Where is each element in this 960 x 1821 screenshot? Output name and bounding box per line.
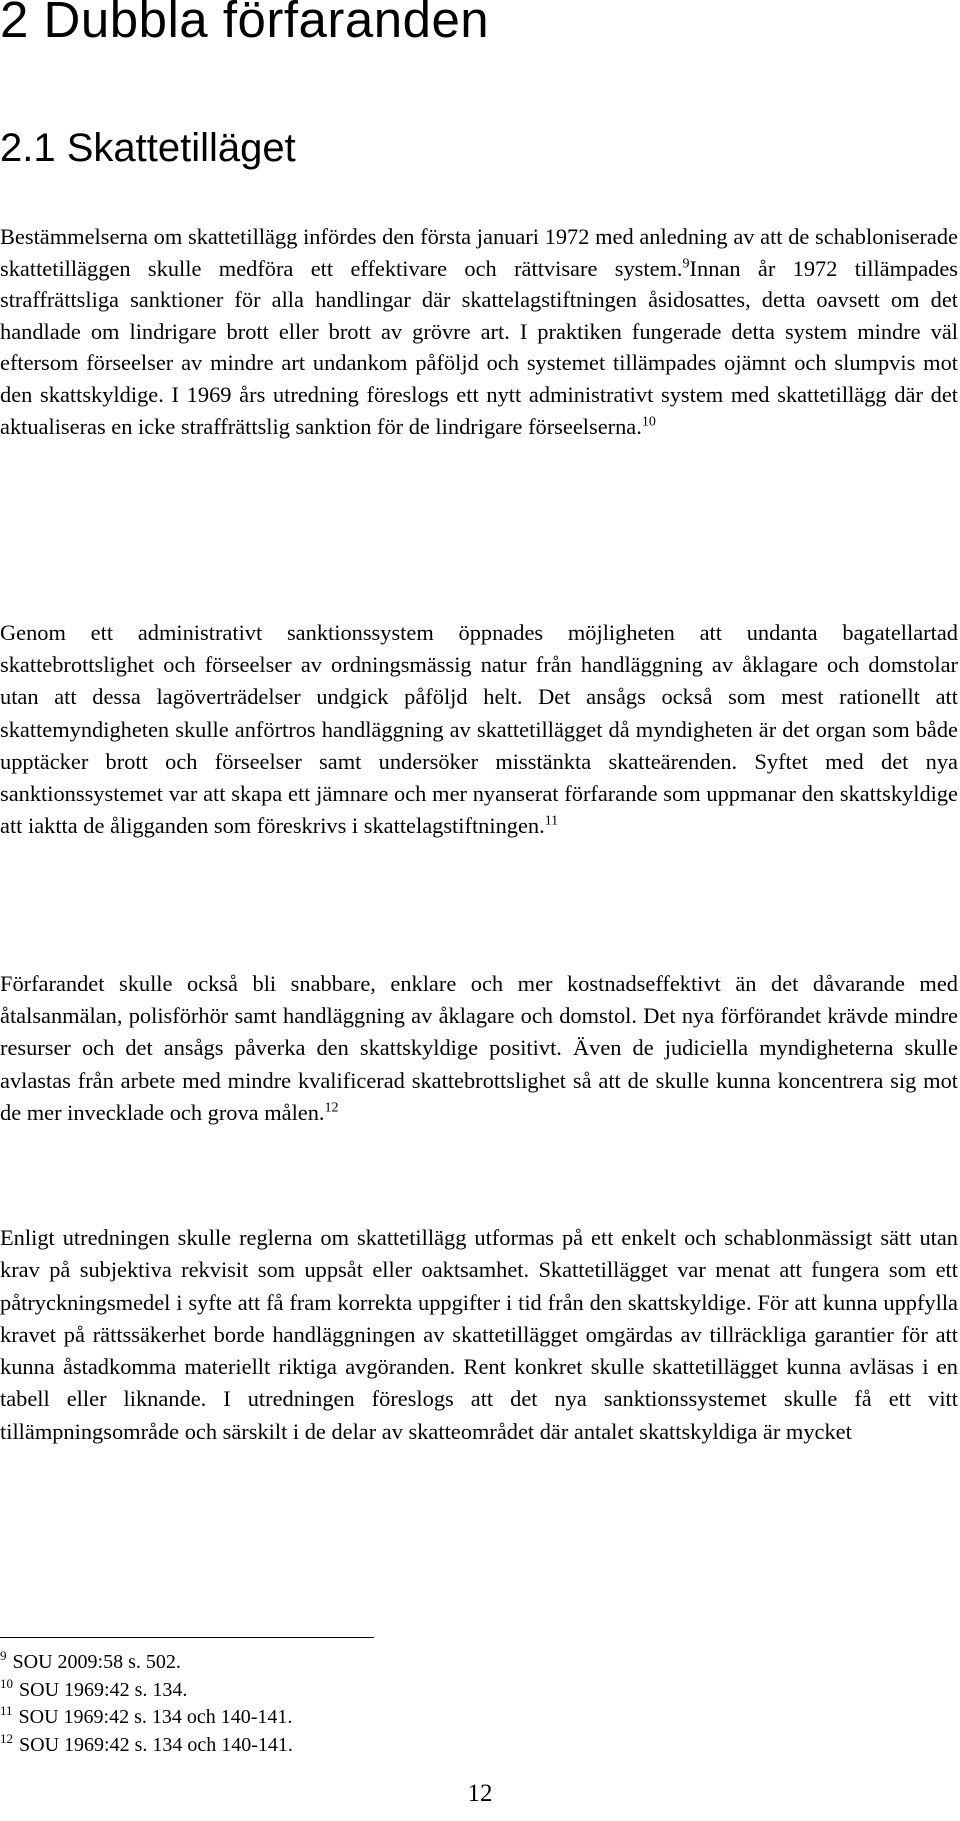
paragraph-3-text: Förfarandet skulle också bli snabbare, enklare och mer kostnadseffektivt än det dåvarande med åtalsanmälan, polisförhör samt handläggning av åklagare och domstol. Det nya förförandet krävde mindre resurser och det ansågs påverka den skattskyldige positivt. Även de judiciella myndigheterna skulle avlastas från arbete med mindre kvalificerad skattebrottslighet så att de skulle kunna koncentrera sig mot de mer invecklade och grova målen. bbox=[0, 971, 958, 1125]
footnote-number: 12 bbox=[0, 1731, 13, 1747]
paragraph-2-text: Genom ett administrativt sanktionssystem öppnades möjligheten att undanta bagatellartad skattebrottslighet och förseelser av ordningsmässig natur från handläggning av åklagare och domstolar utan att dessa lagöverträdelser undgick påföljd helt. Det ansågs också som mest rationellt att skattemyndigheten skulle anförtros handläggning av skattetillägget då myndigheten är det organ som både upptäcker brott och förseelser samt undersöker misstänkta skatteärenden. Syftet med det nya sanktionssystemet var att skapa ett jämnare och mer nyanserat förfarande som uppmanar den skattskyldige att iaktta de åligganden som föreskrivs i skattelagstiftningen. bbox=[0, 620, 958, 839]
footnote bbox=[0, 1676, 188, 1702]
chapter-heading: 2 Dubbla förfaranden bbox=[0, 0, 490, 48]
paragraph-3 bbox=[0, 968, 958, 1129]
footnote bbox=[0, 1731, 293, 1757]
footnote-ref-10[interactable]: 10 bbox=[641, 414, 656, 430]
footnote-number: 9 bbox=[0, 1648, 7, 1664]
footnote-number: 10 bbox=[0, 1676, 13, 1692]
footnote-divider bbox=[0, 1637, 374, 1638]
footnote-ref-9[interactable]: 9 bbox=[682, 256, 690, 272]
footnote-ref-12[interactable]: 12 bbox=[324, 1100, 339, 1116]
paragraph-1-text-a: Bestämmelserna om skattetillägg infördes den första januari 1972 med anledning av att de schabloniserade skattetilläggen skulle medföra ett effektivare och rättvisare system. bbox=[0, 224, 958, 281]
paragraph-4 bbox=[0, 1222, 958, 1448]
footnote bbox=[0, 1648, 181, 1674]
footnote bbox=[0, 1703, 293, 1729]
footnote-text: SOU 1969:42 s. 134 och 140-141. bbox=[18, 1706, 293, 1728]
page-number: 12 bbox=[467, 1780, 493, 1807]
paragraph-1-text-b: Innan år 1972 tillämpades straffrättsliga sanktioner för alla handlingar där skattelagstiftningen åsidosattes, detta oavsett om det handlade om lindrigare brott eller brott av grövre art. I praktiken fungerade detta system mindre väl eftersom förseelser av mindre art undankom påföljd och systemet tillämpades ojämnt och slumpvis mot den skattskyldige. I 1969 års utredning föreslogs ett nytt administrativt system med skattetillägg där det aktualiseras en icke straffrättslig sanktion för de lindrigare förseelserna. bbox=[0, 255, 959, 439]
footnote-text: SOU 1969:42 s. 134 och 140-141. bbox=[19, 1734, 293, 1756]
paragraph-4-text: Enligt utredningen skulle reglerna om skattetillägg utformas på ett enkelt och schablonmässigt sätt utan krav på subjektiva rekvisit som uppsåt eller oaktsamhet. Skattetillägget var menat att fungera som ett påtryckningsmedel i syfte att få fram korrekta uppgifter i tid från den skattskyldige. För att kunna uppfylla kravet på rättssäkerhet borde handläggningen av skattetillägget omgärdas av tillräckliga garantier för att kunna åstadkomma materiellt riktiga avgöranden. Rent konkret skulle skattetillägget kunna avläsas i en tabell eller liknande. I utredningen föreslogs att det nya sanktionssystemet skulle få ett vitt tillämpningsområde och särskilt i de delar av skatteområdet där antalet skattskyldiga är mycket bbox=[0, 1225, 958, 1444]
footnote-text: SOU 1969:42 s. 134. bbox=[19, 1679, 188, 1701]
footnote-number: 11 bbox=[0, 1703, 13, 1719]
footnote-ref-11[interactable]: 11 bbox=[544, 813, 559, 829]
paragraph-1 bbox=[0, 221, 958, 442]
section-heading: 2.1 Skattetilläget bbox=[0, 126, 296, 170]
footnote-text: SOU 2009:58 s. 502. bbox=[12, 1651, 181, 1673]
paragraph-2 bbox=[0, 617, 958, 842]
